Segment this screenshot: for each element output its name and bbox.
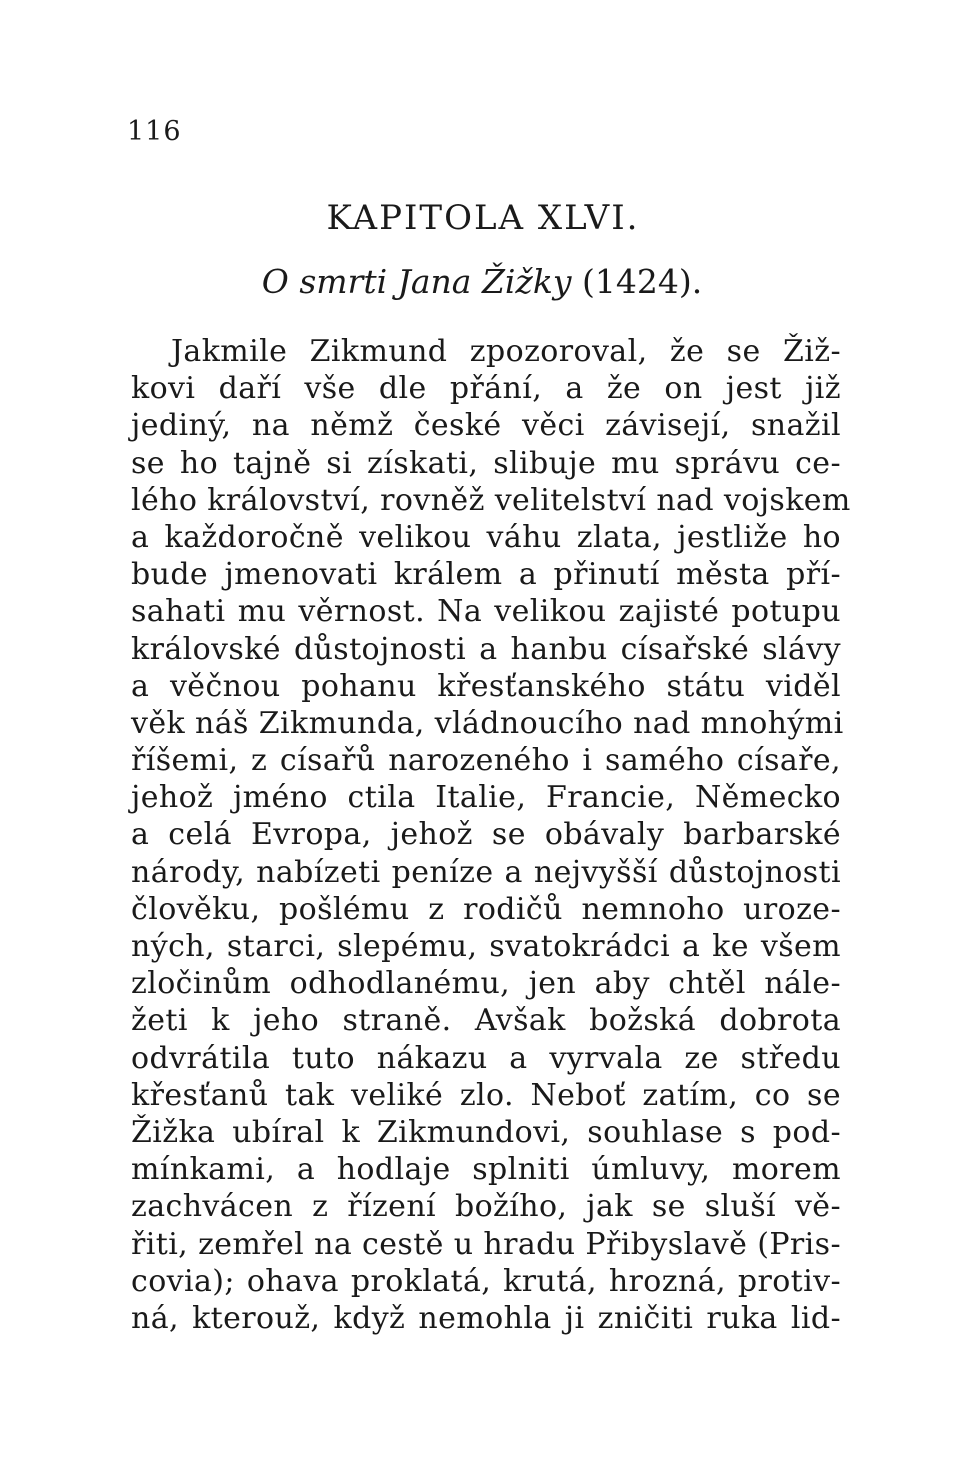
text-line: věk náš Zikmunda, vládnoucího nad mnohými — [131, 705, 844, 741]
text-line: zachvácen z řízení božího, jak se sluší vě- — [131, 1189, 841, 1225]
chapter-heading: KAPITOLA XLVI. — [326, 198, 640, 238]
text-line: křesťanů tak veliké zlo. Neboť zatím, co se — [131, 1077, 841, 1113]
body-text — [131, 333, 851, 1337]
text-line: covia); ohava proklatá, krutá, hrozná, protiv- — [131, 1263, 841, 1299]
text-line: kovi daří vše dle přání, a že on jest již — [131, 371, 841, 407]
subtitle-year: (1424). — [581, 262, 703, 301]
text-line: ná, kterouž, když nemohla ji zničiti ruka lid- — [131, 1300, 841, 1336]
text-line: a každoročně velikou váhu zlata, jestliže ho — [131, 519, 841, 555]
text-line: lého království, rovněž velitelství nad vojskem — [131, 482, 851, 518]
text-line: říšemi, z císařů narozeného i samého císaře, — [131, 743, 841, 779]
text-line: řiti, zemřel na cestě u hradu Přibyslavě (Pris- — [131, 1226, 841, 1262]
text-line: sahati mu věrnost. Na velikou zajisté potupu — [131, 594, 841, 630]
text-line: královské důstojnosti a hanbu císařské slávy — [131, 631, 841, 667]
text-line: Jakmile Zikmund zpozoroval, že se Žiž- — [171, 334, 841, 369]
text-line: jediný, na němž české věci závisejí, snažil — [131, 408, 841, 444]
text-line: a věčnou pohanu křesťanského státu viděl — [131, 668, 841, 704]
text-line: národy, nabízeti peníze a nejvyšší důstojnosti — [131, 854, 841, 890]
text-line: ných, starci, slepému, svatokrádci a ke všem — [131, 929, 841, 964]
text-line: odvrátila tuto nákazu a vyrvala ze středu — [131, 1040, 841, 1076]
page-number: 116 — [127, 116, 182, 147]
text-line: žeti k jeho straně. Avšak božská dobrota — [131, 1003, 841, 1039]
chapter-subtitle — [0, 262, 960, 301]
text-line: zločinům odhodlanému, jen aby chtěl nále- — [131, 966, 841, 1002]
text-line: mínkami, a hodlaje splniti úmluvy, morem — [131, 1152, 841, 1188]
text-line: člověku, pošlému z rodičů nemnoho uroze- — [131, 891, 841, 927]
text-line: Žižka ubíral k Zikmundovi, souhlase s pod- — [131, 1114, 841, 1150]
text-line: bude jmenovati králem a přinutí města pří- — [131, 557, 841, 593]
text-line: jehož jméno ctila Italie, Francie, Německo — [131, 780, 841, 816]
text-line: se ho tajně si získati, slibuje mu správu ce- — [131, 445, 841, 481]
subtitle-title: O smrti Jana Žižky — [261, 262, 572, 301]
text-line: a celá Evropa, jehož se obávaly barbarské — [131, 817, 841, 853]
